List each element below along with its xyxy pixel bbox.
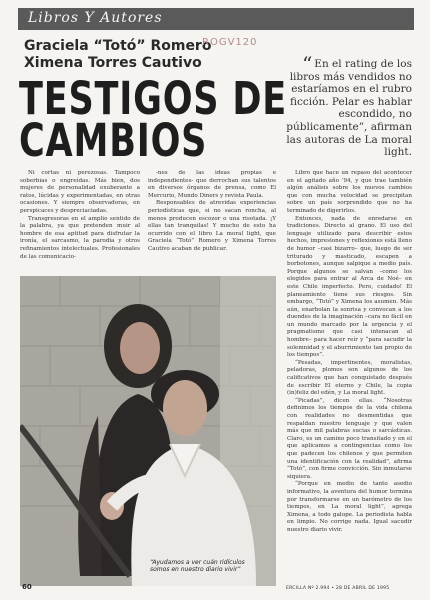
issue-footer: ERCILLA Nº 2.994 • 28 DE ABRIL DE 1995 xyxy=(286,586,390,591)
pull-quote-text: En el rating de los libros más vendidos no estaríamos en el rubro ficción. Pelar es hablar escondido, no públicamente”, afirman las autoras de La moral light. xyxy=(286,58,412,159)
authors-photo-illustration xyxy=(20,276,276,586)
archive-stamp: ROGV120 xyxy=(202,37,258,48)
author-byline-2: Ximena Torres Cautivo xyxy=(24,55,202,71)
paragraph: “Pesadas, impertinentes, moralistas, peladoras, plomos son algunos de los calificativos que han conquistado después de escribir El eterno y Chile, la copia (in)feliz del edén, y La moral light. xyxy=(287,359,412,397)
paragraph: Entonces, nada de enredarse en tradiciones. Directo al grano. El uso del lenguaje utilizado para describir estos hechos, impresiones y reflexiones está lleno de humor –casi bizarro– que, luego de ser triturado y masticado, escapen a borbotones, aunque salpique a medio país. Porque algunos se salvan –como los elegidos para entrar al Arca de Noé– en este Chile imperfecto. Pero, cuidado! El planeamiento tiene sus riesgos. Sin embargo, “Totó” y Ximena los asumen. Más aún, enarbolan la sonrisa y convocan a los duendes de la imaginación –cara no fácil en un mundo marcado por la urgencia y el pragmatismo que casi intenacan al hombre– para hacer reír y “para sacudir la solemnidad y el aburrimiento tan propio de los tiempos”. xyxy=(287,215,412,359)
pull-quote xyxy=(286,52,412,159)
paragraph: -nes de las ideas propias e independientes- que derrochan sus talentos en diversos órganos de prensa, como El Mercurio, Mundo Diners y revista Paula. xyxy=(148,170,276,199)
article-column-3 xyxy=(287,170,412,535)
section-header-bar xyxy=(18,8,414,30)
author-byline-1: Graciela “Totó” Romero xyxy=(24,38,212,54)
section-label: Libros Y Autores xyxy=(28,10,163,26)
article-column-2 xyxy=(148,170,276,254)
page-number: 60 xyxy=(22,583,32,591)
paragraph: Ni cortas ni perezosas. Tampoco soberbias o engreídas. Más bien, dos mujeres de personalidad exuberante a ratos, lúcidas y experimentadas, en otras ocasiones. Y siempre observadoras, en perspicaces y despreciaciadas. xyxy=(20,170,140,214)
headline-line-2: CAMBIOS xyxy=(19,114,208,167)
paragraph: Libro que hace un repaso del acontecer en el agitado año ’94, y que trae también algún análisis sobre los nuevos cambios que con mucha velocidad se precipitan sobre un país sorprendido que no ha terminado de digerirlos. xyxy=(287,170,412,214)
article-column-1 xyxy=(20,170,140,261)
authors-photo xyxy=(20,276,276,586)
photo-caption: “Ayudamos a ver cuán ridículos somos en nuestro diario vivir” xyxy=(150,559,245,574)
quote-mark-icon: “ xyxy=(302,52,313,76)
paragraph: Responsables de atrevidas experiencias periodísticas que, si no sacan roncha, al menos producen escozor o una risotada. ¡Y ellas tan tranquilas! Y mucho de esto ha ocurrido con el libro La moral light, que Graciela “Totó” Romero y Ximena Torres Cautivo acaban de publicar. xyxy=(148,200,276,252)
paragraph: “Porque en medio de tanto asedio informativo, la aventura del humor termina por transformarse en un barómetro de los tiempos, en La moral light”, agrega Ximena, a todo galope. La periodista habla en limpio. No corrige nada. Igual sacudir nuestro diario vivir. xyxy=(287,481,412,533)
paragraph: “Picadas”, dicen ellas. “Nosotras definimos los tiempos de la vida chilena con realidades no desmentidas que respaldan nuestro lenguaje y que valen más que mil palabras sucias o sarcásticas. Claro, es un camino poco transitado y en el que aplicamos a contingencias como los que padecen los chilenos y que permiten una identificación con la realidad”, afirma “Totó”, con firme convicción. Sin inmutarse siquiera. xyxy=(287,397,412,480)
headline-line-1: TESTIGOS DE xyxy=(19,72,288,125)
paragraph: Transgresoras en el amplio sentido de la palabra, ya que pretenden muir al hombre de esa aptitud para disfrutar la ironía, el sarcasmo, la parodia y otros refinamientos intelectuales. Profesionales de las comunicacio- xyxy=(20,215,140,260)
